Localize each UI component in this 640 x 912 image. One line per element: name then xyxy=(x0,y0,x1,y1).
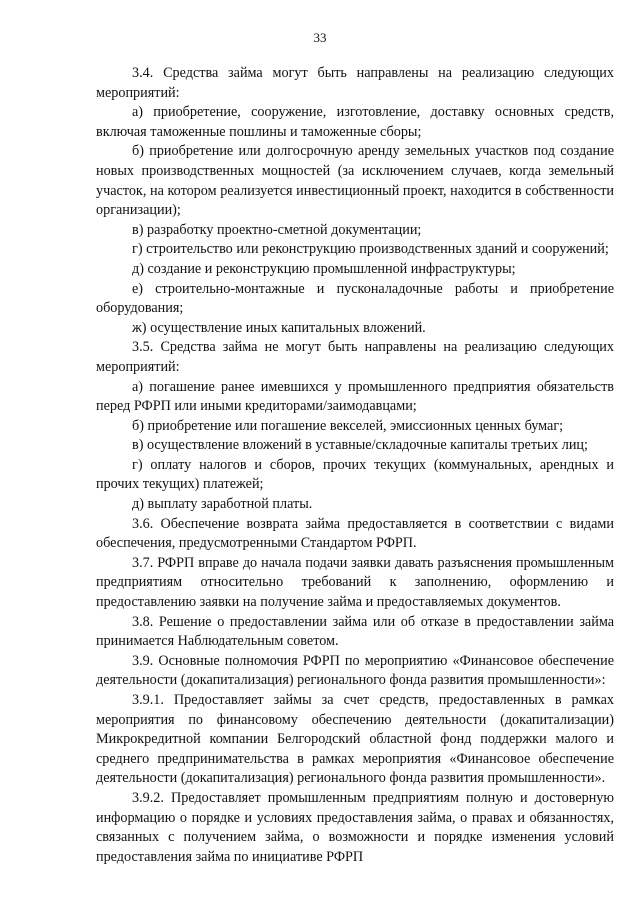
paragraph-3-9-2: 3.9.2. Предоставляет промышленным предприятиям полную и достоверную информацию о порядке и условиях предоставления займа, о правах и обязанностях, связанных с получением займа, о возможности и порядке изменения условий предоставления займа по инициативе РФРП xyxy=(96,789,614,865)
paragraph-3-4: 3.4. Средства займа могут быть направлены на реализацию следующих мероприятий: xyxy=(96,65,614,101)
list-item-b: б) приобретение или долгосрочную аренду земельных участков под создание новых производственных мощностей (за исключением случаев, когда земельный участок, на котором реализуется инвестиционный проект, находится в собственности организации); xyxy=(96,143,614,219)
paragraph-3-9: 3.9. Основные полномочия РФРП по мероприятию «Финансовое обеспечение деятельности (докапитализация) регионального фонда развития промышленности»: xyxy=(96,652,614,689)
list-item-v: в) осуществление вложений в уставные/складочные капиталы третьих лиц; xyxy=(132,437,588,454)
list-item-v: в) разработку проектно-сметной документации; xyxy=(132,221,422,238)
page-number: 33 xyxy=(313,30,327,45)
paragraph-3-9-1: 3.9.1. Предоставляет займы за счет средств, предоставленных в рамках мероприятия по финансовому обеспечению деятельности (докапитализации) Микрокредитной компании Белгородский областной фонд поддержки малого и среднего предпринимательства в рамках мероприятия «Финансовое обеспечение деятельности (докапитализация) регионального фонда развития промышленности». xyxy=(96,692,614,787)
list-item-e: е) строительно-монтажные и пусконаладочные работы и приобретение оборудования; xyxy=(96,280,614,317)
list-item-d: д) выплату заработной платы. xyxy=(132,496,313,513)
paragraph-3-5: 3.5. Средства займа не могут быть направлены на реализацию следующих мероприятий: xyxy=(96,339,614,375)
list-item-g: г) строительство или реконструкцию производственных зданий и сооружений; xyxy=(132,241,609,258)
list-item-d: д) создание и реконструкцию промышленной инфраструктуры; xyxy=(132,260,516,277)
list-item-g: г) оплату налогов и сборов, прочих текущих (коммунальных, арендных и прочих текущих) платежей; xyxy=(96,456,614,493)
paragraph-3-6: 3.6. Обеспечение возврата займа предоставляется в соответствии с видами обеспечения, предусмотренными Стандартом РФРП. xyxy=(96,515,614,552)
list-item-b: б) приобретение или погашение векселей, эмиссионных ценных бумаг; xyxy=(132,417,564,434)
paragraph-3-7: 3.7. РФРП вправе до начала подачи заявки давать разъяснения промышленным предприятиям относительно требований к заполнению, оформлению и предоставлению заявки на получение займа и предоставляемых документов. xyxy=(96,554,614,611)
list-item-a: а) приобретение, сооружение, изготовление, доставку основных средств, включая таможенные пошлины и таможенные сборы; xyxy=(96,104,614,140)
list-item-zh: ж) осуществление иных капитальных вложений. xyxy=(132,319,426,336)
list-item-a: а) погашение ранее имевшихся у промышленного предприятия обязательств перед РФРП или иными кредиторами/заимодавцами; xyxy=(96,378,614,415)
paragraph-3-8: 3.8. Решение о предоставлении займа или об отказе в предоставлении займа принимается Наблюдательным советом. xyxy=(96,613,614,650)
document-body xyxy=(96,64,614,867)
